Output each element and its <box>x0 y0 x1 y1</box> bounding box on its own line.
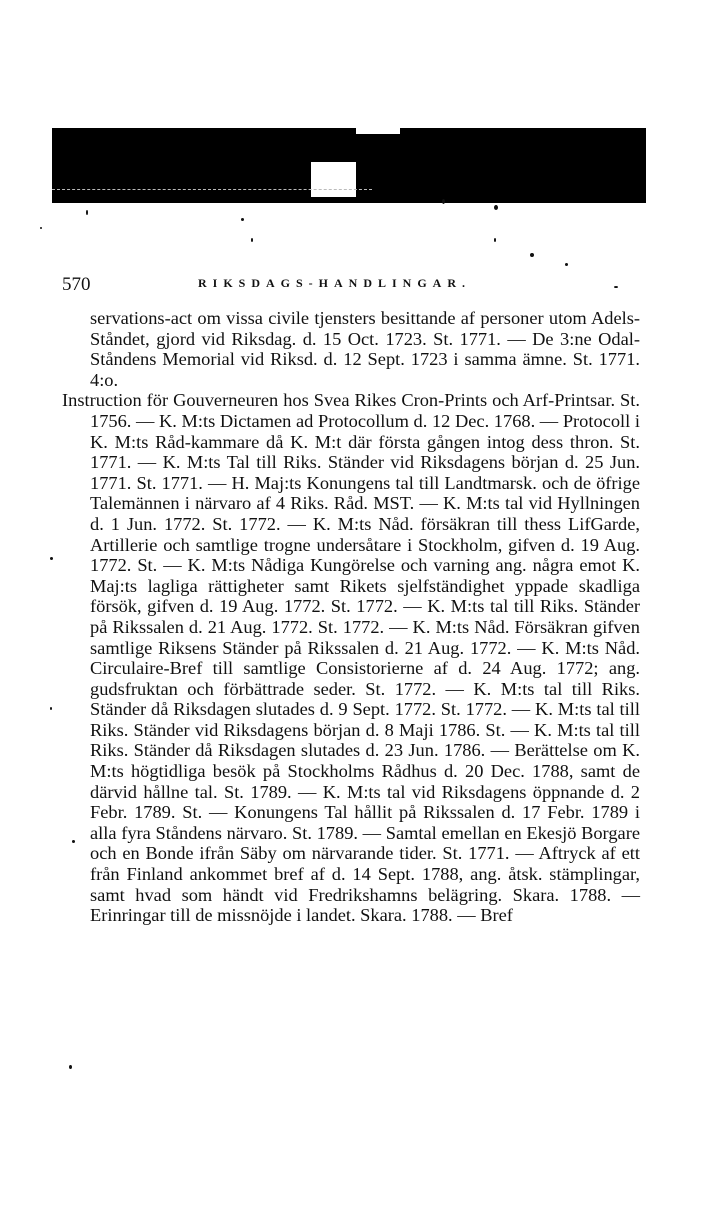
scan-dashed-line <box>52 189 372 190</box>
scan-tab <box>356 128 400 134</box>
page-number: 570 <box>62 274 91 295</box>
scan-black-band <box>52 128 646 203</box>
scan-notch <box>311 162 356 197</box>
entry-instruction: Instruction för Gouverneuren hos Svea Rikes Cron-Prints och Arf-Printsar. St. 1756. — K. M:ts Dictamen ad Protocollum d. 12 Dec. 1768. — Protocoll i K. M:ts Råd-kammare då K. M:t där första gången intog dess thron. St. 1771. — K. M:ts Tal till Riks. Ständer vid Riksdagens början d. 25 Jun. 1771. St. 1771. — H. Maj:ts Konungens tal till Landtmarsk. och de öfrige Talemännen i närvaro af 4 Riks. Råd. MST. — K. M:ts tal vid Hyllningen d. 1 Jun. 1772. St. 1772. — K. M:ts Nåd. försäkran till thess LifGarde, Artillerie och samtlige trogne undersåtare i Stockholm, gifven d. 19 Aug. 1772. St. — K. M:ts Nådiga Kungörelse och varning ang. några emot K. Maj:ts lagliga rättigheter samt Rikets sjelfständighet yppade skadliga försök, gifven d. 19 Aug. 1772. St. 1772. — K. M:ts tal till Riks. Ständer på Rikssalen d. 21 Aug. 1772. St. 1772. — K. M:ts Nåd. Försäkran gifven samtlige Riksens Ständer på Rikssalen d. 21 Aug. 1772. — K. M:ts Nåd. Circulaire-Bref till samtlige Consistorierne af d. 24 Aug. 1772; ang. gudsfruktan och förbättrade seder. St. 1772. — K. M:ts tal till Riks. Ständer då Riksdagen slutades d. 9 Sept. 1772. St. 1772. — K. M:ts tal till Riks. Ständer vid Riksdagens början d. 8 Maji 1786. St. — K. M:ts tal till Riks. Ständer då Riksdagen slutades d. 23 Jun. 1786. — Berättelse om K. M:ts högtidliga besök på Stockholms Rådhus d. 20 Dec. 1788, samt de därvid hållne tal. St. 1789. — K. M:ts tal vid Riksdagens öppnande d. 2 Febr. 1789. St. — Konungens Tal hållit på Rikssalen d. 17 Febr. 1789 i alla fyra Ståndens närvaro. St. 1789. — Samtal emellan en Ekesjö Borgare och en Bonde ifrån Säby om närvarande tider. St. 1771. — Aftryck af ett från Finland ankommet bref af d. 14 Sept. 1788, ang. åtsk. stämplingar, samt hvad som händt vid Fredrikshamns belägring. Skara. 1788. — Erinringar till de missnöjde i landet. Skara. 1788. — Bref <box>62 390 640 926</box>
running-title: RIKSDAGS-HANDLINGAR. <box>198 276 472 290</box>
page-header <box>62 272 662 300</box>
entry-continuation: servations-act om vissa civile tjensters besittande af personer utom Adels-Ståndet, gjord vid Riksdag. d. 15 Oct. 1723. St. 1771. — De 3:ne Odal-Ståndens Memorial vid Riksd. d. 12 Sept. 1723 i samma ämne. St. 1771. 4:o. <box>90 308 640 390</box>
page-body <box>62 308 640 926</box>
